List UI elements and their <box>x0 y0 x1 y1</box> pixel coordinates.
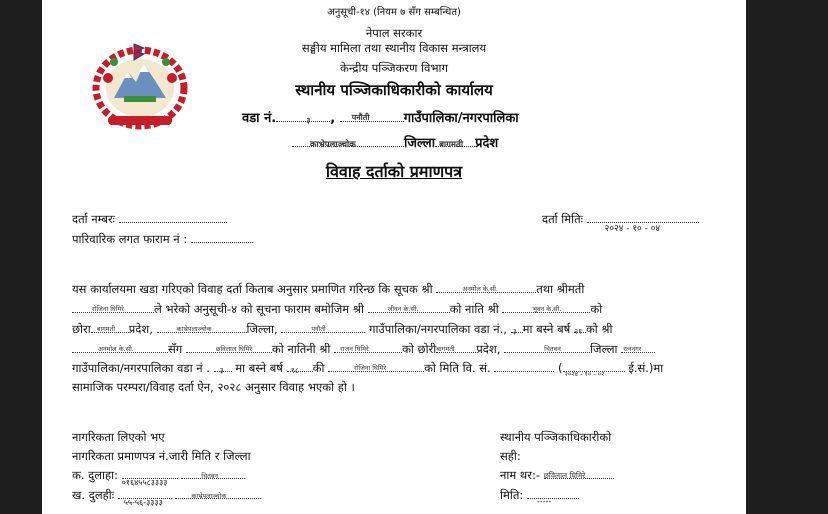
para-line-5: गाउँपालिका/नगरपालिका वडा नं . ३ मा बस्ने बर्ष १८ की रोजिना घिमिरे को मिति वि. सं. ( २०२४ - १० - ०२ ई.सं.)मा <box>72 361 664 378</box>
para-line-1: यस कार्यालयमा खडा गरिएको विवाह दर्ता किताब अनुसार प्रमाणित गरिन्छ कि सूचक श्री अनमोल के.सी. तथा श्रीमती <box>72 282 585 296</box>
registrar-date-field: मिति: ----- <box>500 488 579 503</box>
department-name: केन्द्रीय पञ्जिकरण विभाग <box>339 61 448 75</box>
schedule-line: अनुसूची-१४ (नियम ७ सँग सम्बन्धित) <box>327 7 461 18</box>
certificate-page <box>42 0 746 514</box>
registrar-name-field: नाम थर:- छविलाल घिमिरे <box>500 468 614 483</box>
gov-name: नेपाल सरकार <box>365 26 423 40</box>
reg-no-field: दर्ता नम्बरः <box>72 212 227 227</box>
district-line: काभ्रेपलाञ्चोक जिल्ला बागमती प्रदेश <box>292 133 498 151</box>
registrar-heading: स्थानीय पञ्जिकाधिकारीको <box>500 430 612 444</box>
para-line-3: छोरा बागमती प्रदेश, काभ्रेपलाञ्चोक जिल्ला, पनौती गाउँपालिका/नगरपालिका वडा नं., ३ मा बस्ने बर्ष २१ को श्री <box>72 322 613 336</box>
para-line-6: सामाजिक परम्परा/विवाह दर्ता ऐन, २०२८ अनुसार विवाह भएको हो । <box>72 380 355 394</box>
office-name: स्थानीय पञ्जिकाधिकारीको कार्यालय <box>295 81 493 99</box>
signature-field: सही: <box>500 449 521 463</box>
family-form-field: पारिवारिक लगत फाराम नं : <box>72 232 253 247</box>
citizenship-heading: नागरिकता लिएको भए <box>72 430 165 444</box>
ministry-name: सङ्घीय मामिला तथा स्थानीय विकास मन्त्रालय <box>301 41 487 55</box>
reg-date-field: दर्ता मितिः २०२४ - १० - ०४ <box>542 212 699 227</box>
para-line-4: अनमोल के.सी. सँग छविलाल घिमिरे को नातिनी श्री राजन घिमिरे को छोरी बागमती प्रदेश, चितवन जिल्ला रत्ननगर <box>72 342 655 357</box>
para-line-2: रोजिना घिमिरे ले भरेको अनुसूची-४ को सूचना फाराम बमोजिम श्री जीवन के.सी. को नाति श्री भुवन के.सी. को <box>72 302 602 317</box>
certificate-title: विवाह दर्ताको प्रमाणपत्र <box>325 162 463 181</box>
citizenship-subheading: नागरिकता प्रमाणपत्र नं.जारी मिति र जिल्ला <box>72 449 251 463</box>
bride-citizenship: ख. दुलहीः ५५-५६-३३३३ काभ्रेपलाञ्चोक <box>72 488 261 503</box>
ward-line: वडा नं. ३ , पनौती गाउँपालिका/नगरपालिका <box>242 111 519 126</box>
groom-citizenship: क. दुलाहा: ०१६४५५८३३३३ चितवन <box>72 468 245 483</box>
